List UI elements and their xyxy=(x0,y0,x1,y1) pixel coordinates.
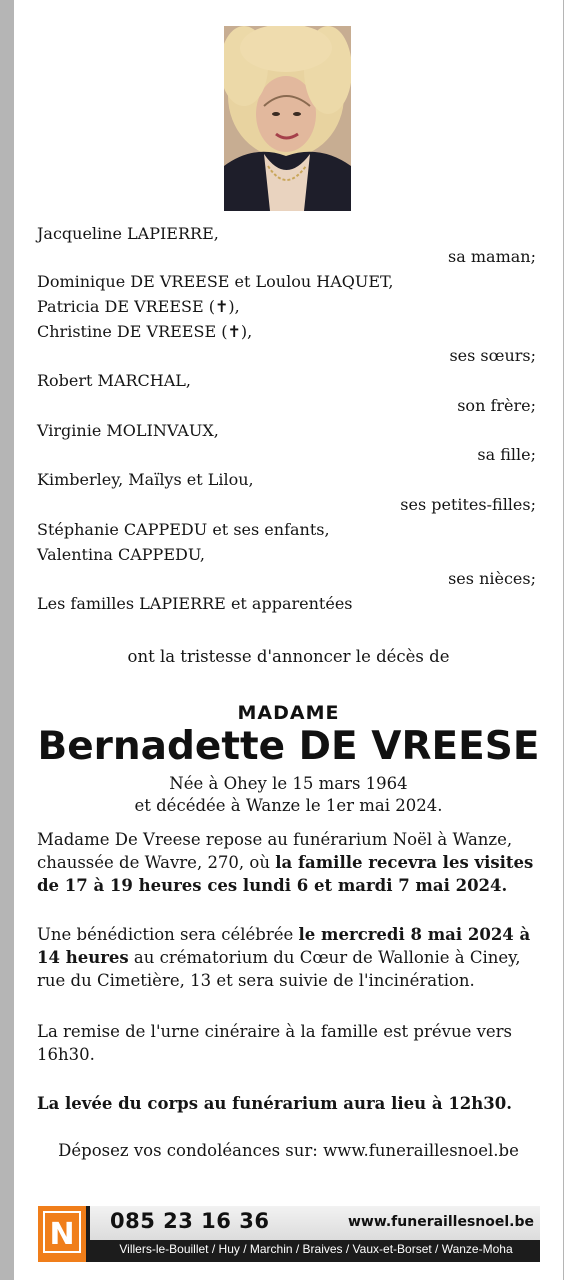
logo-letter: N xyxy=(49,1217,75,1252)
visit-paragraph xyxy=(37,828,547,897)
visit-hours: la famille recevra les visites de 17 à 19 heures ces lundi 6 et mardi 7 mai 2024. xyxy=(37,853,534,895)
ceremony-text-end: au crématorium du Cœur de Wallonie à Ciney, rue du Cimetière, 13 et sera suivie de l'incinération. xyxy=(37,948,521,990)
family-line: Virginie MOLINVAUX, xyxy=(37,421,219,440)
ceremony-text-start: Une bénédiction sera célébrée xyxy=(37,925,299,944)
family-line: Stéphanie CAPPEDU et ses enfants, xyxy=(37,520,330,539)
condolences-line: Déposez vos condoléances sur: www.funeraillesnoel.be xyxy=(58,1141,519,1160)
obituary-page xyxy=(14,0,563,1280)
family-line: son frère; xyxy=(457,396,536,415)
visit-text: Madame De Vreese repose au funérarium Noël à Wanze, chaussée de Wavre, 270, où xyxy=(37,830,513,872)
family-line: ses petites-filles; xyxy=(400,495,536,514)
website-link[interactable]: www.funeraillesnoel.be xyxy=(347,1214,534,1230)
phone-number[interactable]: 085 23 16 36 xyxy=(110,1209,270,1233)
announcement: ont la tristesse d'annoncer le décès de xyxy=(127,647,450,666)
title-prefix: MADAME xyxy=(237,702,340,724)
family-line: Jacqueline LAPIERRE, xyxy=(37,224,219,243)
logo-icon xyxy=(38,1206,86,1262)
death-info: et décédée à Wanze le 1er mai 2024. xyxy=(134,796,443,815)
portrait-image xyxy=(224,26,351,211)
family-line: Les familles LAPIERRE et apparentées xyxy=(37,594,353,613)
deceased-name: Bernadette DE VREESE xyxy=(37,724,540,769)
funeral-home-banner xyxy=(38,1206,540,1262)
family-line: ses nièces; xyxy=(448,569,536,588)
family-line: Patricia DE VREESE (✝), xyxy=(37,297,240,316)
family-line: Valentina CAPPEDU, xyxy=(37,545,205,564)
urn-paragraph: La remise de l'urne cinéraire à la famille est prévue vers 16h30. xyxy=(37,1022,513,1064)
family-line: Kimberley, Maïlys et Lilou, xyxy=(37,470,254,489)
family-line: Christine DE VREESE (✝), xyxy=(37,322,253,341)
family-line: ses sœurs; xyxy=(449,346,536,365)
ceremony-paragraph xyxy=(37,923,547,992)
deceased-photo xyxy=(224,26,351,211)
departure-paragraph: La levée du corps au funérarium aura lieu à 12h30. xyxy=(37,1094,512,1113)
family-line: Dominique DE VREESE et Loulou HAQUET, xyxy=(37,272,394,291)
funeral-home-logo xyxy=(38,1206,86,1262)
towns-list: Villers-le-Bouillet / Huy / Marchin / Braives / Vaux-et-Borset / Wanze-Moha xyxy=(119,1242,513,1256)
family-line: sa fille; xyxy=(477,445,536,464)
ceremony-date: le mercredi 8 mai 2024 à 14 heures xyxy=(37,925,531,967)
birth-info: Née à Ohey le 15 mars 1964 xyxy=(169,774,408,793)
family-line: Robert MARCHAL, xyxy=(37,371,191,390)
family-line: sa maman; xyxy=(448,247,536,266)
